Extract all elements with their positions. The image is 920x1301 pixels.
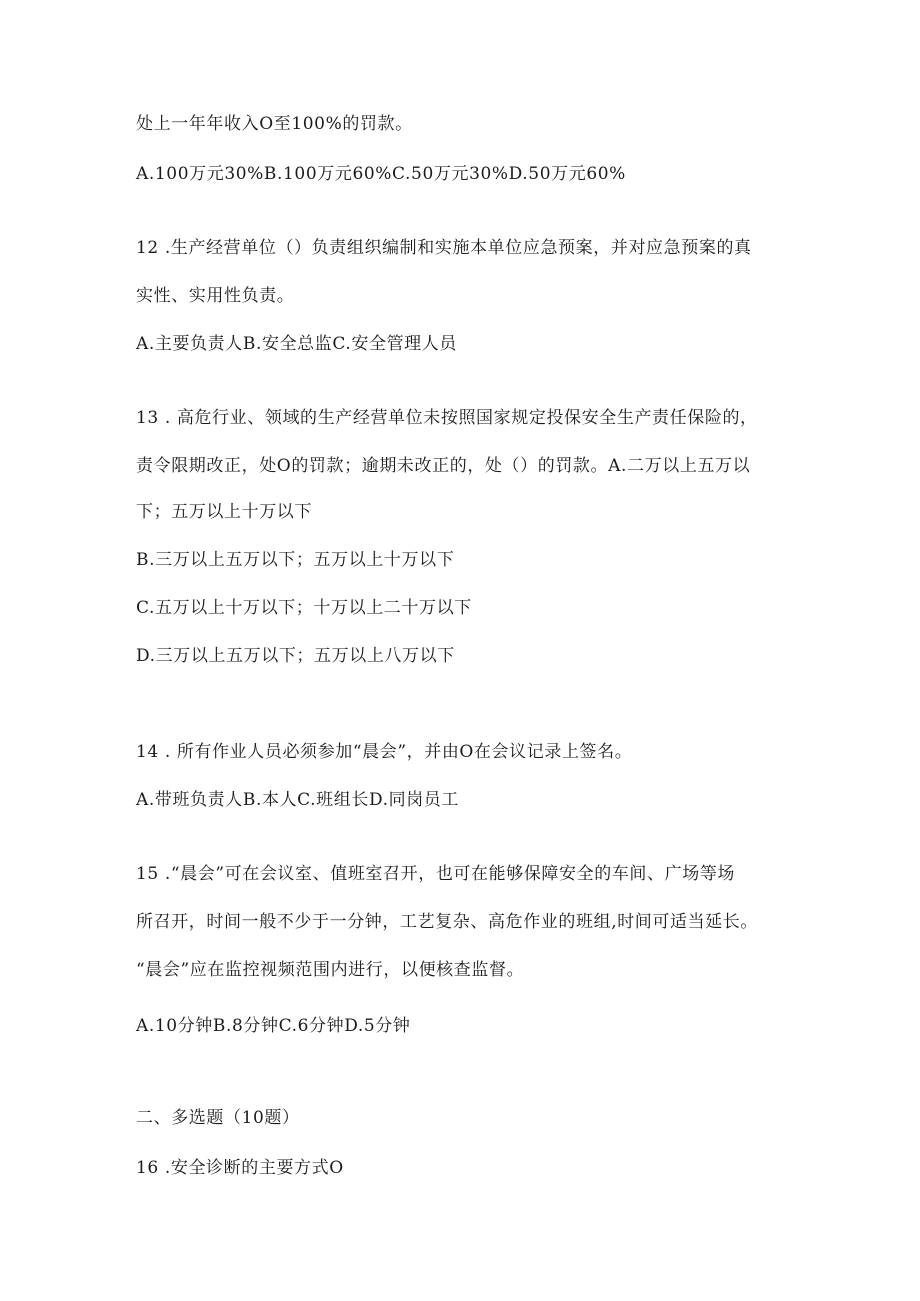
q11-options: A.100万元30%B.100万元60%C.50万元30%D.50万元60%	[136, 164, 626, 184]
q13-text-line2: 责令限期改正，处O的罚款；逾期未改正的，处（）的罚款。A.二万以上五万以	[136, 456, 751, 476]
q13-option-c: C.五万以上十万以下；十万以上二十万以下	[136, 598, 472, 618]
q12-text-line2: 实性、实用性负责。	[136, 286, 295, 306]
q15-options: A.10分钟B.8分钟C.6分钟D.5分钟	[136, 1016, 411, 1036]
q13-text-line1: 13 . 高危行业、领域的生产经营单位未按照国家规定投保安全生产责任保险的，	[136, 408, 758, 428]
section-heading-multiple-choice: 二、多选题（10题）	[136, 1108, 300, 1128]
q15-text-line3: “晨会”应在监控视频范围内进行，以便核查监督。	[136, 960, 525, 980]
q14-text: 14 . 所有作业人员必须参加“晨会”，并由O在会议记录上签名。	[136, 742, 633, 762]
q16-text: 16 .安全诊断的主要方式O	[136, 1158, 344, 1178]
q13-text-line3: 下；五万以上十万以下	[136, 502, 312, 522]
q13-option-d: D.三万以上五万以下；五万以上八万以下	[136, 646, 455, 666]
q15-text-line2: 所召开，时间一般不少于一分钟，工艺复杂、高危作业的班组,时间可适当延长。	[136, 912, 759, 932]
q13-option-b: B.三万以上五万以下；五万以上十万以下	[136, 550, 455, 570]
q11-text-end: 处上一年年收入O至100%的罚款。	[136, 114, 413, 134]
q15-text-line1: 15 .“晨会”可在会议室、值班室召开，也可在能够保障安全的车间、广场等场	[136, 864, 736, 884]
q14-options: A.带班负责人B.本人C.班组长D.同岗员工	[136, 790, 460, 810]
q12-options: A.主要负责人B.安全总监C.安全管理人员	[136, 334, 457, 354]
q12-text-line1: 12 .生产经营单位（）负责组织编制和实施本单位应急预案，并对应急预案的真	[136, 238, 752, 258]
